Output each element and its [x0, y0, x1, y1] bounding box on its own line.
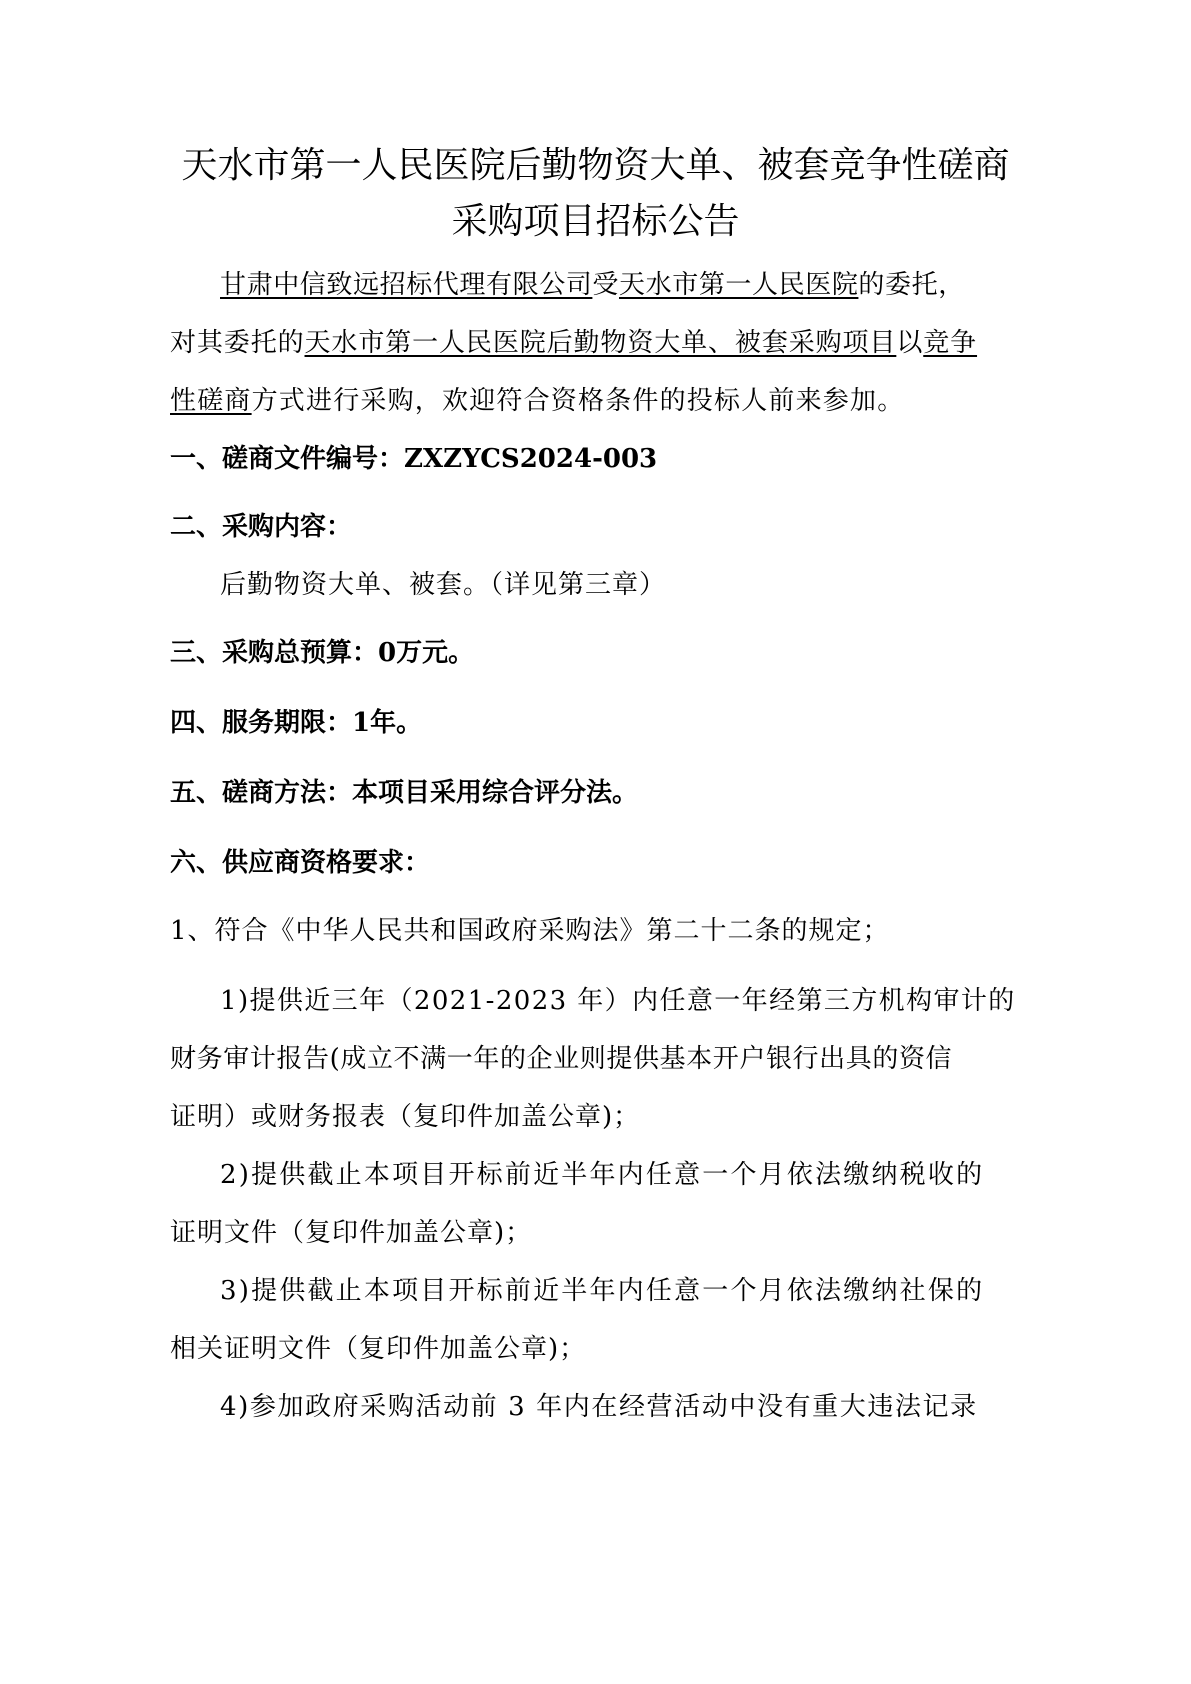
intro-text: 受: [592, 270, 620, 300]
intro-line-3: [0, 384, 1191, 418]
intro-text: 的委托，: [858, 270, 965, 300]
requirement-1: 1、符合《中华人民共和国政府采购法》第二十二条的规定；: [170, 916, 890, 946]
client-name: 天水市第一人民医院: [619, 270, 859, 300]
requirement-item-1-line-3: 证明）或财务报表（复印件加盖公章)；: [170, 1102, 641, 1132]
document-title-line-1: 天水市第一人民医院后勤物资大单、被套竞争性磋商: [181, 145, 1010, 186]
procurement-method: 竞争: [923, 328, 978, 358]
agency-name: 甘肃中信致远招标代理有限公司: [220, 270, 593, 300]
project-name: 天水市第一人民医院后勤物资大单、被套采购项目: [304, 328, 897, 358]
intro-text: 以: [896, 328, 924, 358]
section-service-period: 四、服务期限：1年。: [170, 708, 423, 738]
intro-text: 方式进行采购，欢迎符合资格条件的投标人前来参加。: [251, 386, 905, 416]
section-qualification-heading: 六、供应商资格要求：: [170, 848, 431, 878]
section-content-body: 后勤物资大单、被套。（详见第三章）: [220, 570, 667, 600]
requirement-item-3-line-1: 3)提供截止本项目开标前近半年内任意一个月依法缴纳社保的: [220, 1276, 985, 1306]
intro-text: 对其委托的: [170, 328, 305, 358]
section-method: 五、磋商方法：本项目采用综合评分法。: [170, 778, 639, 808]
requirement-item-2-line-2: 证明文件（复印件加盖公章)；: [170, 1218, 533, 1248]
requirement-item-3-line-2: 相关证明文件（复印件加盖公章)；: [170, 1334, 587, 1364]
requirement-item-1-line-1: 1)提供近三年（2021-2023 年）内任意一年经第三方机构审计的: [220, 986, 1016, 1016]
requirement-item-1-line-2: 财务审计报告(成立不满一年的企业则提供基本开户银行出具的资信: [170, 1044, 953, 1074]
section-budget: 三、采购总预算：0万元。: [170, 638, 475, 668]
procurement-method: 性磋商: [170, 386, 252, 416]
section-content-heading: 二、采购内容：: [170, 512, 353, 542]
requirement-item-4-line-1: 4)参加政府采购活动前 3 年内在经营活动中没有重大违法记录: [220, 1392, 978, 1422]
intro-line-2: [0, 326, 1191, 360]
intro-line-1: [0, 268, 1191, 302]
requirement-item-2-line-1: 2)提供截止本项目开标前近半年内任意一个月依法缴纳税收的: [220, 1160, 985, 1190]
section-doc-number: 一、磋商文件编号：ZXZYCS2024-003: [170, 444, 658, 474]
document-title-line-2: 采购项目招标公告: [451, 201, 740, 242]
